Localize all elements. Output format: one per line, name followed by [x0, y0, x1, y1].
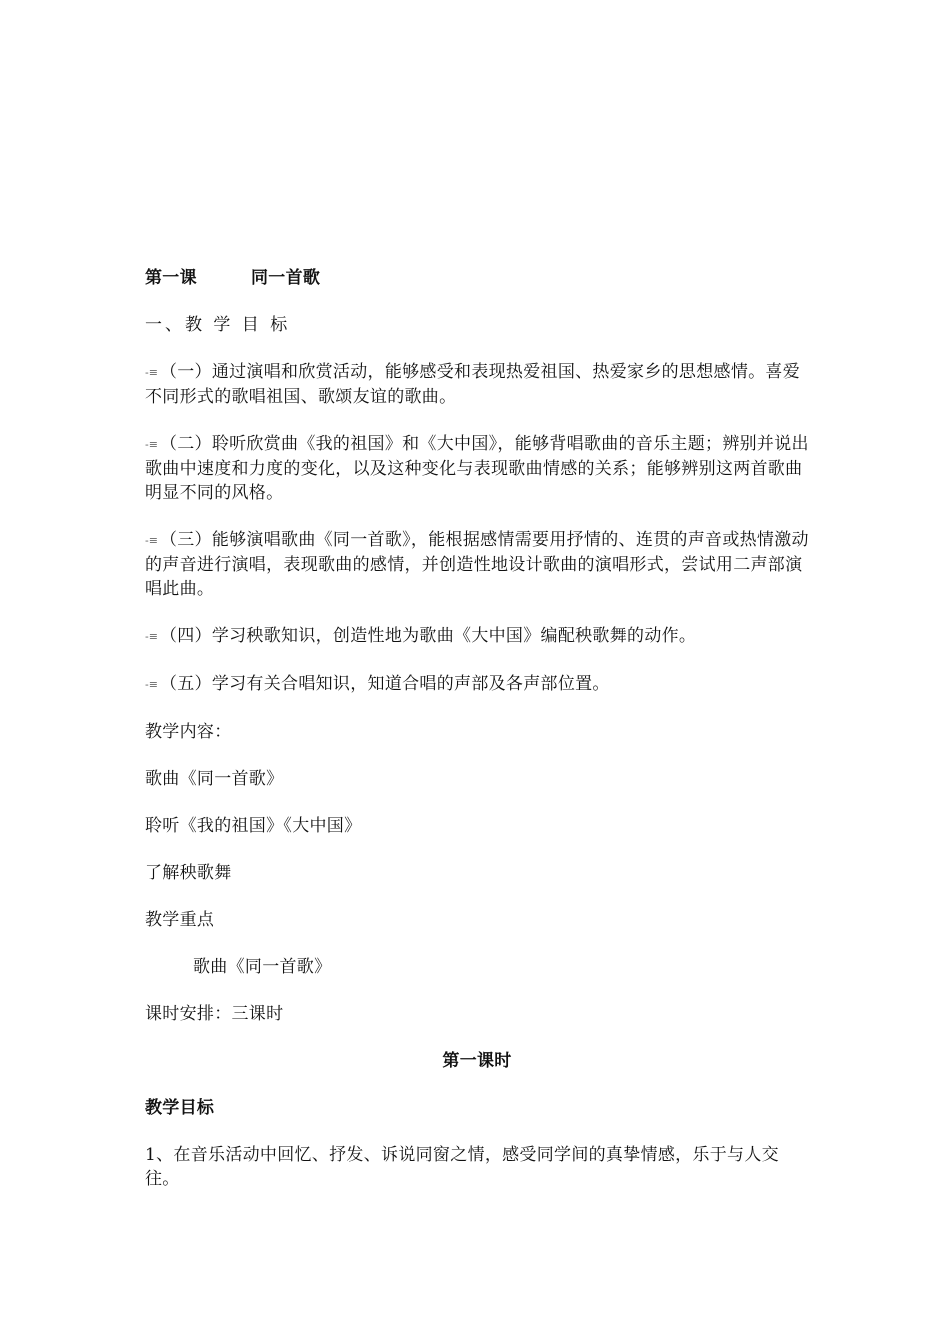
lesson-title	[145, 266, 809, 290]
content-heading: 教学内容：	[145, 722, 232, 742]
bullet-marker: -≡	[145, 366, 158, 379]
key-heading: 教学重点	[145, 910, 215, 930]
objective-item	[145, 624, 809, 649]
content-item: 歌曲《同一首歌》	[145, 769, 284, 789]
content-item: 聆听《我的祖国》《大中国》	[145, 816, 362, 836]
bullet-marker: -≡	[145, 630, 158, 643]
goal-item: 1、在音乐活动中回忆、抒发、诉说同窗之情，感受同学间的真挚情感，乐于与人交往。	[145, 1145, 779, 1189]
objectives-heading: 一、教 学 目 标	[145, 315, 291, 335]
objective-text: （二）聆听欣赏曲《我的祖国》和《大中国》，能够背唱歌曲的音乐主题；辨别并说出歌曲中速度和力度的变化，以及这种变化与表现歌曲情感的关系；能够辨别这两首歌曲明显不同的风格。	[145, 434, 809, 503]
objective-text: （五）学习有关合唱知识，知道合唱的声部及各声部位置。	[159, 674, 610, 694]
objective-item	[145, 360, 809, 409]
objective-item	[145, 672, 809, 697]
key-item: 歌曲《同一首歌》	[193, 957, 332, 977]
lesson-number: 第一课	[145, 268, 197, 288]
document-body	[145, 266, 809, 1214]
objective-item	[145, 432, 809, 505]
bullet-marker: -≡	[145, 438, 158, 451]
lesson-song-title: 同一首歌	[251, 268, 321, 288]
objective-text: （四）学习秧歌知识，创造性地为歌曲《大中国》编配秧歌舞的动作。	[159, 626, 697, 646]
content-item: 了解秧歌舞	[145, 863, 232, 883]
bullet-marker: -≡	[145, 678, 158, 691]
objective-item	[145, 528, 809, 601]
objective-text: （三）能够演唱歌曲《同一首歌》，能根据感情需要用抒情的、连贯的声音或热情激动的声音进行演唱，表现歌曲的感情，并创造性地设计歌曲的演唱形式，尝试用二声部演唱此曲。	[145, 530, 809, 599]
schedule-line: 课时安排：三课时	[145, 1004, 284, 1024]
goal-heading: 教学目标	[145, 1098, 215, 1118]
objective-text: （一）通过演唱和欣赏活动，能够感受和表现热爱祖国、热爱家乡的思想感情。喜爱不同形式的歌唱祖国、歌颂友谊的歌曲。	[145, 362, 801, 407]
bullet-marker: -≡	[145, 534, 158, 547]
period-title: 第一课时	[442, 1051, 512, 1071]
